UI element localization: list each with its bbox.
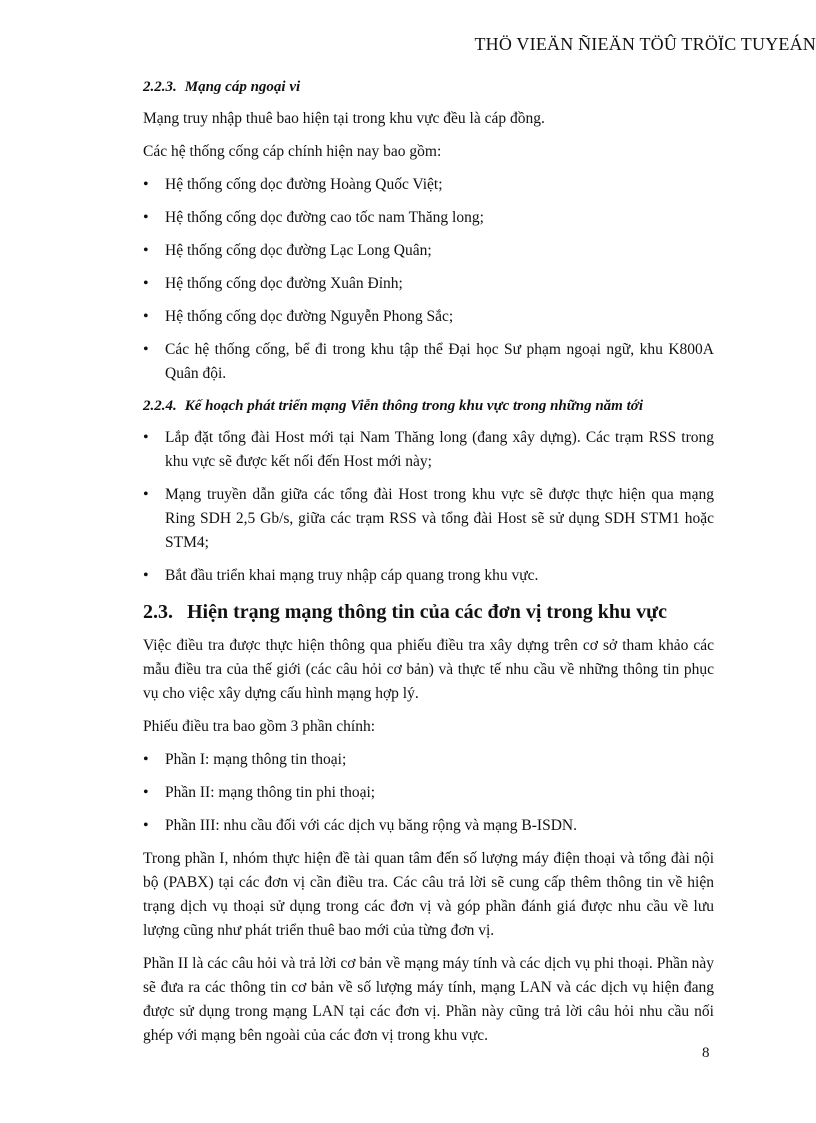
list-item: • Hệ thống cống dọc đường Hoàng Quốc Việt; (143, 173, 714, 197)
page-content (143, 76, 714, 1057)
page-number: 8 (702, 1045, 710, 1061)
section-2-2-3-heading (143, 76, 714, 98)
list-item: • Bắt đầu triển khai mạng truy nhập cáp quang trong khu vực. (143, 564, 714, 588)
section-2-3-heading (143, 599, 714, 625)
bullet-list (143, 173, 714, 386)
section-number: 2.2.3. (143, 79, 177, 95)
section-number: 2.3. (143, 601, 173, 623)
section-number: 2.2.4. (143, 398, 177, 414)
section-2-2-4-heading (143, 395, 714, 417)
paragraph: Trong phần I, nhóm thực hiện đề tài quan tâm đến số lượng máy điện thoại và tổng đài nội bộ (PABX) tại các đơn vị cần điều tra. Các câu trả lời sẽ cung cấp thêm thông tin về hiện trạng dịch vụ thoại sử dụng trong các đơn vị và góp phần đánh giá được nhu cầu về lưu lượng cũng như phát triển thuê bao mới của từng đơn vị. (143, 850, 714, 939)
paragraph: Việc điều tra được thực hiện thông qua phiếu điều tra xây dựng trên cơ sở tham khảo các mẫu điều tra của thế giới (các câu hỏi cơ bản) và thực tế nhu cầu về những thông tin phục vụ cho việc xây dựng cấu hình mạng hợp lý. (143, 637, 714, 702)
header-watermark: THÖ VIEÄN ÑIEÄN TÖÛ TRÖÏC TUYEÁN (474, 34, 816, 54)
section-title: Mạng cáp ngoại vi (184, 79, 301, 95)
paragraph: Phần II là các câu hỏi và trả lời cơ bản về mạng máy tính và các dịch vụ phi thoại. Phần này sẽ đưa ra các thông tin cơ bản về số lượng máy tính, mạng LAN và các dịch vụ hiện đang được sử dụng trong mạng LAN tại các đơn vị. Phần này cũng trả lời câu hỏi nhu cầu nối ghép với mạng bên ngoài của các đơn vị trong khu vực. (143, 955, 714, 1044)
list-item: • Hệ thống cống dọc đường Nguyễn Phong Sắc; (143, 305, 714, 329)
bullet-list (143, 426, 714, 588)
list-item: • Hệ thống cống dọc đường cao tốc nam Thăng long; (143, 206, 714, 230)
list-item: • Phần I: mạng thông tin thoại; (143, 748, 714, 772)
list-item: • Hệ thống cống dọc đường Xuân Đỉnh; (143, 272, 714, 296)
list-item: • Các hệ thống cống, bể đi trong khu tập thể Đại học Sư phạm ngoại ngữ, khu K800A Quân đội. (143, 338, 714, 386)
list-item: • Lắp đặt tổng đài Host mới tại Nam Thăng long (đang xây dựng). Các trạm RSS trong khu vực sẽ được kết nối đến Host mới này; (143, 426, 714, 474)
list-item: • Hệ thống cống dọc đường Lạc Long Quân; (143, 239, 714, 263)
section-title: Hiện trạng mạng thông tin của các đơn vị trong khu vực (187, 601, 667, 623)
paragraph: Phiếu điều tra bao gồm 3 phần chính: (143, 718, 376, 735)
list-item: • Phần II: mạng thông tin phi thoại; (143, 781, 714, 805)
paragraph: Mạng truy nhập thuê bao hiện tại trong khu vực đều là cáp đồng. (143, 110, 545, 127)
paragraph: Các hệ thống cống cáp chính hiện nay bao gồm: (143, 143, 442, 160)
list-item: • Phần III: nhu cầu đối với các dịch vụ băng rộng và mạng B-ISDN. (143, 814, 714, 838)
section-title: Kế hoạch phát triển mạng Viễn thông trong khu vực trong những năm tới (184, 398, 643, 414)
bullet-list (143, 748, 714, 838)
list-item: • Mạng truyền dẫn giữa các tổng đài Host trong khu vực sẽ được thực hiện qua mạng Ring SDH 2,5 Gb/s, giữa các trạm RSS và tổng đài Host sẽ sử dụng SDH STM1 hoặc STM4; (143, 483, 714, 555)
